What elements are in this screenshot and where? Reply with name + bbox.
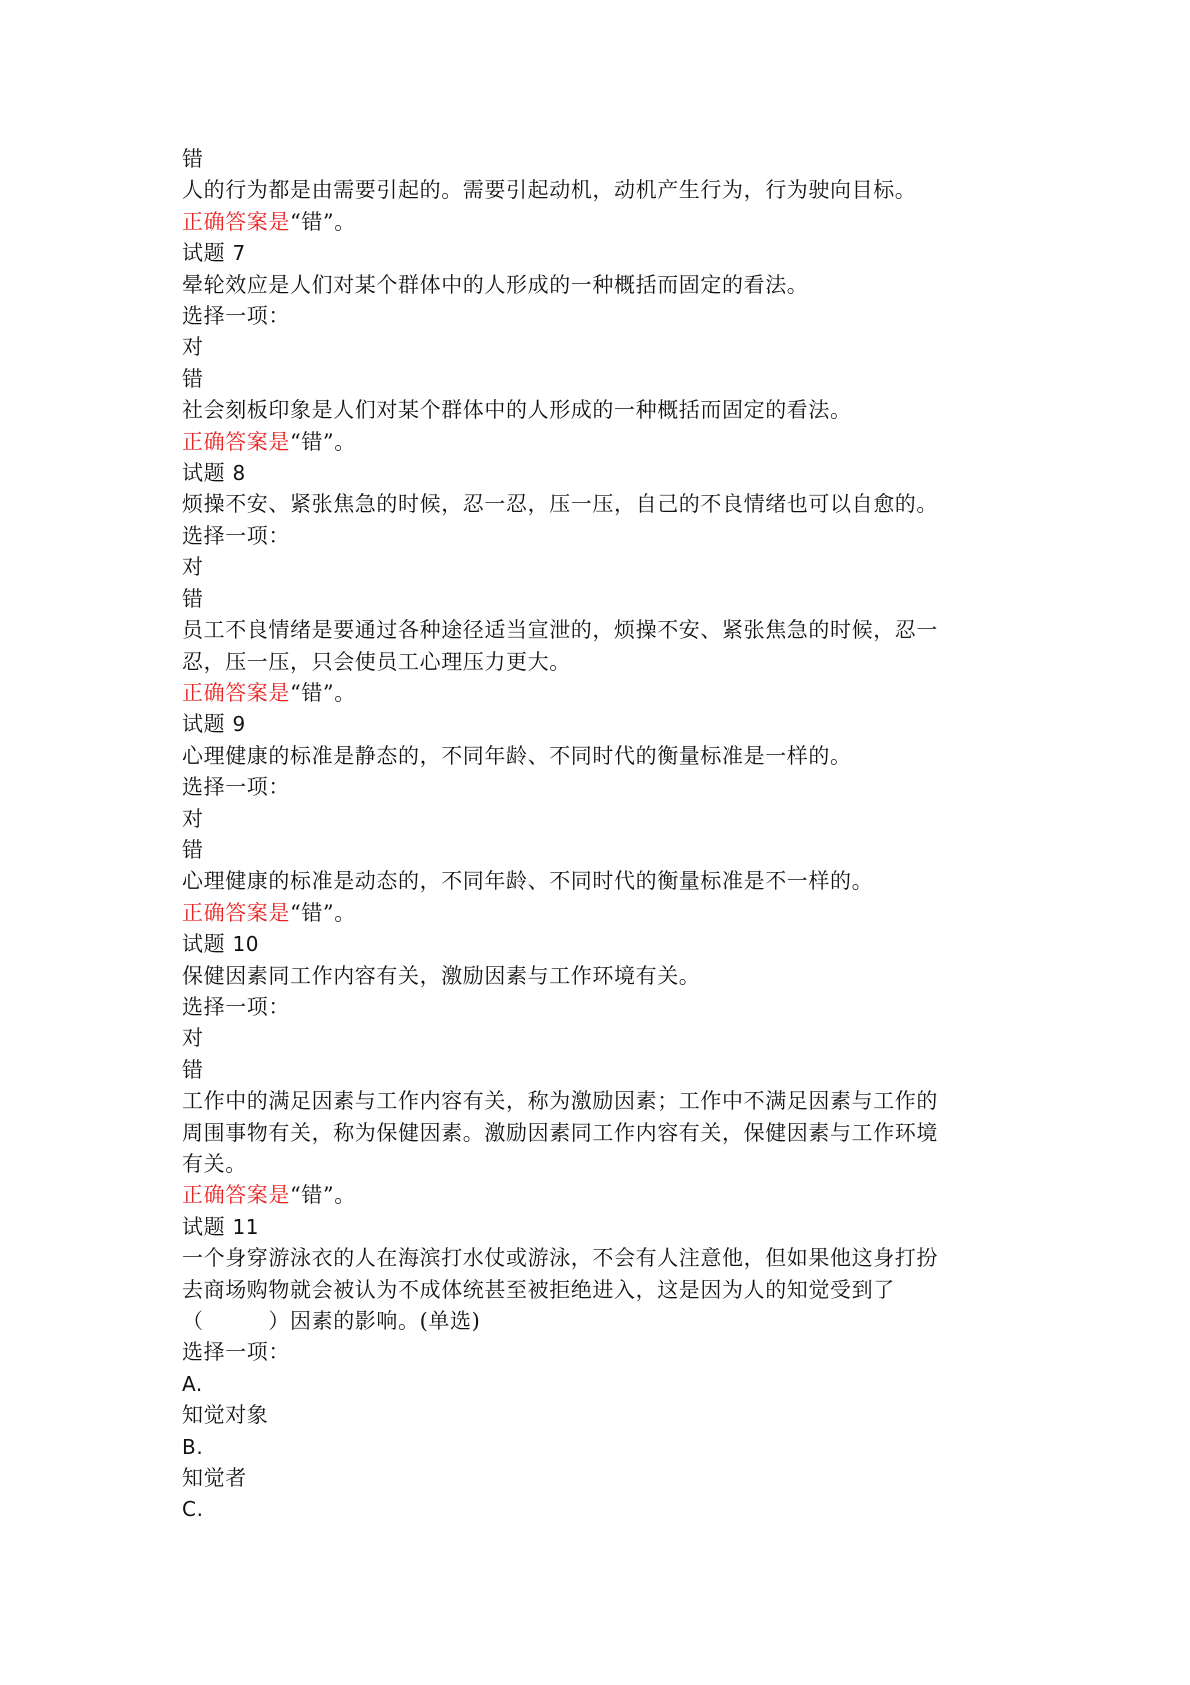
document-page <box>182 144 1012 1526</box>
q8-stem: 烦操不安、紧张焦急的时候，忍一忍，压一压，自己的不良情绪也可以自愈的。 <box>182 492 938 517</box>
q7-answer <box>182 427 1012 458</box>
q7-explanation: 社会刻板印象是人们对某个群体中的人形成的一种概括而固定的看法。 <box>182 398 852 423</box>
q9-title <box>182 709 1012 740</box>
q8-option-right: 对 <box>182 555 204 580</box>
q11-option-b-letter: B. <box>182 1434 204 1459</box>
q11-option-a-letter: A. <box>182 1371 203 1396</box>
answer-label: 正确答案是 <box>182 680 290 705</box>
q8-explanation-line-1: 员工不良情绪是要通过各种途径适当宣泄的，烦操不安、紧张焦急的时候，忍一 <box>182 618 938 643</box>
q11-stem-line-3: （ ）因素的影响。(单选) <box>182 1309 481 1334</box>
answer-value: “错”。 <box>290 429 356 454</box>
q6-explanation: 人的行为都是由需要引起的。需要引起动机，动机产生行为，行为驶向目标。 <box>182 178 917 203</box>
question-number: 10 <box>232 932 260 957</box>
q9-stem: 心理健康的标准是静态的，不同年龄、不同时代的衡量标准是一样的。 <box>182 743 852 768</box>
q11-choose: 选择一项： <box>182 1340 290 1365</box>
question-number: 9 <box>232 712 246 737</box>
answer-value: “错”。 <box>290 900 356 925</box>
q7-title <box>182 238 1012 269</box>
q10-answer <box>182 1180 1012 1211</box>
q9-explanation: 心理健康的标准是动态的，不同年龄、不同时代的衡量标准是不一样的。 <box>182 869 874 894</box>
q8-choose: 选择一项： <box>182 523 290 548</box>
question-title-prefix: 试题 <box>182 1214 226 1239</box>
q10-explanation-line-1: 工作中的满足因素与工作内容有关，称为激励因素；工作中不满足因素与工作的 <box>182 1089 938 1114</box>
q10-choose: 选择一项： <box>182 994 290 1019</box>
q10-stem: 保健因素同工作内容有关，激励因素与工作环境有关。 <box>182 963 701 988</box>
answer-label: 正确答案是 <box>182 1183 290 1208</box>
question-title-prefix: 试题 <box>182 932 226 957</box>
answer-value: “错”。 <box>290 1183 356 1208</box>
q10-option-wrong: 错 <box>182 1057 204 1082</box>
q11-option-b-text: 知觉者 <box>182 1466 247 1491</box>
q8-option-wrong: 错 <box>182 586 204 611</box>
q10-title <box>182 929 1012 960</box>
q10-explanation-line-2: 周围事物有关，称为保健因素。激励因素同工作内容有关，保健因素与工作环境 <box>182 1120 938 1145</box>
q10-option-right: 对 <box>182 1026 204 1051</box>
question-number: 8 <box>232 461 246 486</box>
q6-answer <box>182 207 1012 238</box>
q9-option-right: 对 <box>182 806 204 831</box>
q10-explanation-line-3: 有关。 <box>182 1152 247 1176</box>
q9-choose: 选择一项： <box>182 775 290 800</box>
answer-value: “错”。 <box>290 680 356 705</box>
q6-option-wrong: 错 <box>182 147 204 171</box>
answer-label: 正确答案是 <box>182 209 290 234</box>
answer-label: 正确答案是 <box>182 900 290 925</box>
q9-option-wrong: 错 <box>182 837 204 862</box>
question-number: 7 <box>232 241 246 266</box>
q11-title <box>182 1212 1012 1243</box>
q7-stem: 晕轮效应是人们对某个群体中的人形成的一种概括而固定的看法。 <box>182 272 809 297</box>
question-title-prefix: 试题 <box>182 461 226 486</box>
q8-explanation-line-2: 忍，压一压，只会使员工心理压力更大。 <box>182 649 571 674</box>
q7-option-wrong: 错 <box>182 366 204 391</box>
question-title-prefix: 试题 <box>182 712 226 737</box>
q7-choose: 选择一项： <box>182 304 290 329</box>
q11-stem-line-1: 一个身穿游泳衣的人在海滨打水仗或游泳，不会有人注意他，但如果他这身打扮 <box>182 1246 938 1271</box>
answer-value: “错”。 <box>290 209 356 234</box>
q8-answer <box>182 678 1012 709</box>
q11-option-c-letter: C. <box>182 1497 204 1522</box>
q9-answer <box>182 898 1012 929</box>
q8-title <box>182 458 1012 489</box>
q11-option-a-text: 知觉对象 <box>182 1403 269 1428</box>
question-title-prefix: 试题 <box>182 241 226 266</box>
q11-stem-line-2: 去商场购物就会被认为不成体统甚至被拒绝进入，这是因为人的知觉受到了 <box>182 1277 895 1302</box>
answer-label: 正确答案是 <box>182 429 290 454</box>
q7-option-right: 对 <box>182 335 204 360</box>
question-number: 11 <box>232 1214 260 1239</box>
